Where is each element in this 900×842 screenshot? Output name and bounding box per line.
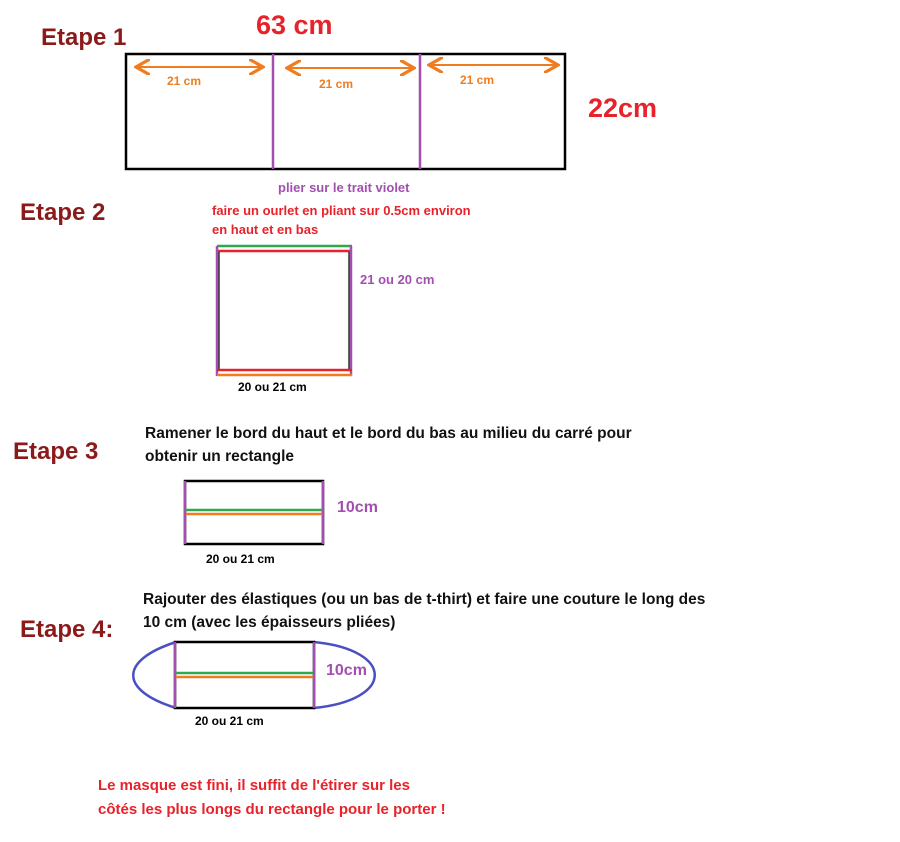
step3-instruction-line1: Ramener le bord du haut et le bord du bas au milieu du carré pour [145, 425, 632, 442]
step1-fold-note: plier sur le trait violet [278, 180, 410, 195]
step1-segment-label-3: 21 cm [460, 73, 495, 87]
step3-instruction-line2: obtenir un rectangle [145, 448, 294, 465]
final-note-line2: côtés les plus longs du rectangle pour le porter ! [98, 801, 446, 818]
step1-segment-label-2: 21 cm [319, 77, 354, 91]
step1-segment-label-1: 21 cm [167, 74, 202, 88]
step2-label: Etape 2 [20, 199, 106, 226]
final-note-line1: Le masque est fini, il suffit de l'étirer sur les [98, 777, 410, 794]
step1-height: 22cm [588, 93, 658, 123]
step3-height-label: 10cm [337, 499, 378, 516]
step4-label: Etape 4: [20, 616, 114, 643]
step1-label: Etape 1 [41, 24, 127, 51]
step1-fabric-rectangle [126, 54, 565, 169]
step1-total-width: 63 cm [256, 10, 333, 40]
step4-instruction-line2: 10 cm (avec les épaisseurs pliées) [143, 614, 396, 631]
step4-elastic-left [133, 642, 176, 708]
step2-side-label: 21 ou 20 cm [360, 272, 435, 287]
step2-hem-note-line1: faire un ourlet en pliant sur 0.5cm environ [212, 203, 471, 218]
step4-bottom-label: 20 ou 21 cm [195, 714, 264, 728]
step2-bottom-label: 20 ou 21 cm [238, 380, 307, 394]
step4-height-label: 10cm [326, 662, 367, 679]
step3-bottom-label: 20 ou 21 cm [206, 552, 275, 566]
step2-hem-note-line2: en haut et en bas [212, 222, 319, 237]
step3-rectangle [185, 481, 323, 544]
step4-rectangle [175, 642, 314, 708]
step4-instruction-line1: Rajouter des élastiques (ou un bas de t-thirt) et faire une couture le long des [143, 591, 706, 608]
step3-label: Etape 3 [13, 438, 99, 465]
